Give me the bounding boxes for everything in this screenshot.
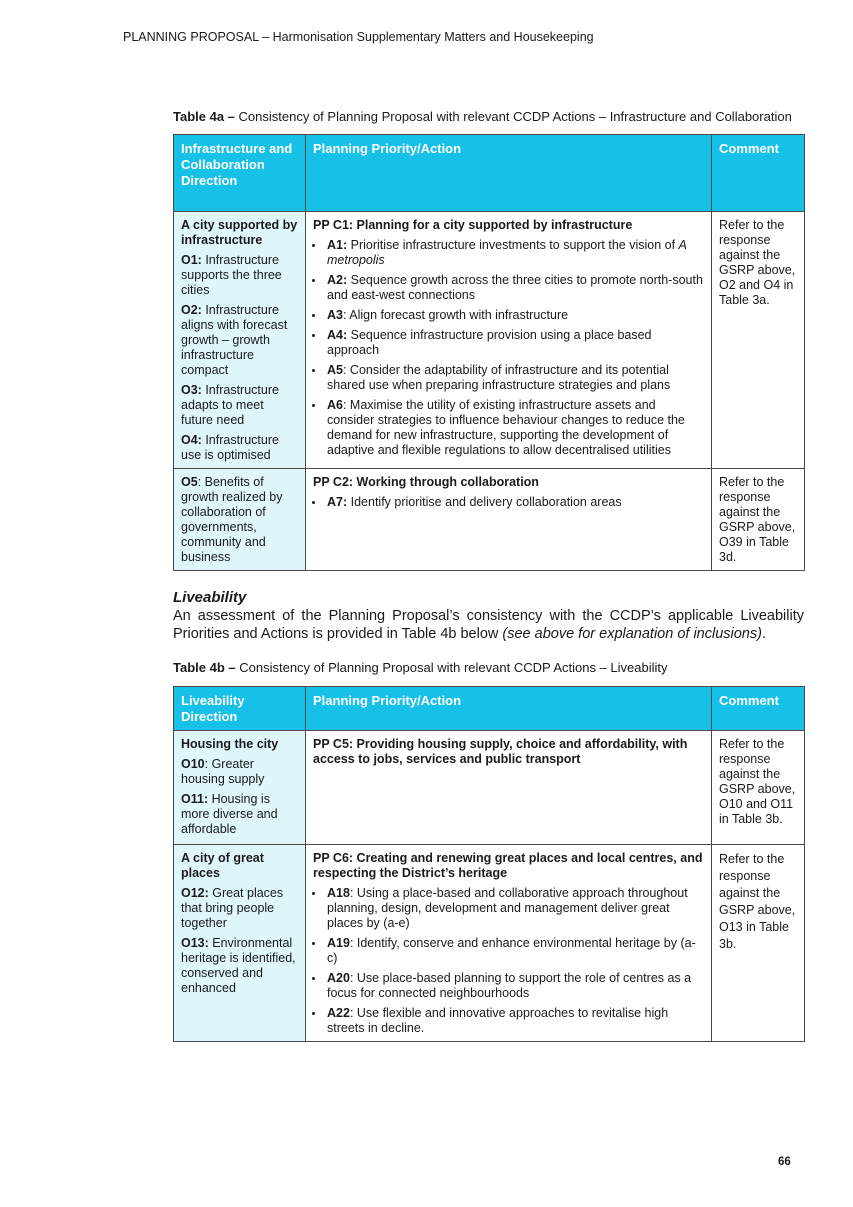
direction-cell: A city of great places O12: Great places that bring people together O13: Environmental heritage is identified, conserved and enhanced (174, 845, 306, 1042)
col-header-priority: Planning Priority/Action (306, 687, 712, 731)
action-cell (306, 845, 712, 1042)
comment-cell: Refer to the response against the GSRP above, O10 and O11 in Table 3b. (712, 731, 805, 845)
action-cell (306, 212, 712, 469)
planning-priority: PP C2: Working through collaboration (313, 475, 539, 489)
list-item: • A3: Align forecast growth with infrastructure (325, 308, 704, 323)
table-4b-caption (173, 659, 804, 676)
list-item: • A22: Use flexible and innovative approaches to revitalise high streets in decline. (325, 1006, 704, 1036)
table-4b (173, 686, 805, 1042)
list-item: • A19: Identify, conserve and enhance environmental heritage by (a-c) (325, 936, 704, 966)
list-item: • A4: Sequence infrastructure provision using a place based approach (325, 328, 704, 358)
comment-cell: Refer to the response against the GSRP above, O13 in Table 3b. (712, 845, 805, 1042)
action-cell (306, 731, 712, 845)
running-header: PLANNING PROPOSAL – Harmonisation Supplementary Matters and Housekeeping (123, 30, 594, 44)
caption-text: Consistency of Planning Proposal with relevant CCDP Actions – Infrastructure and Collaboration (234, 109, 792, 124)
action-cell (306, 469, 712, 571)
caption-label: Table 4b – (173, 660, 236, 675)
list-item: • A18: Using a place-based and collaborative approach throughout planning, design, development and management deliver great places by (a-e) (325, 886, 704, 931)
table-row (174, 469, 805, 571)
list-item: • A1: Prioritise infrastructure investments to support the vision of A metropolis (325, 238, 704, 268)
caption-label: Table 4a – (173, 109, 235, 124)
direction-cell: A city supported by infrastructure O1: Infrastructure supports the three cities O2: Infrastructure aligns with forecast growth – growth infrastructure compact O3: Infrastructure adapts to meet future need O4: Infrastructure use is optimised (174, 212, 306, 469)
direction-cell: Housing the city O10: Greater housing supply O11: Housing is more diverse and affordable (174, 731, 306, 845)
comment-cell: Refer to the response against the GSRP above, O39 in Table 3d. (712, 469, 805, 571)
col-header-comment: Comment (712, 687, 805, 731)
section-title-liveability: Liveability (173, 589, 247, 606)
page-number: 66 (778, 1156, 791, 1168)
comment-cell: Refer to the response against the GSRP above, O2 and O4 in Table 3a. (712, 212, 805, 469)
list-item: • A20: Use place-based planning to support the role of centres as a focus for connected neighbourhoods (325, 971, 704, 1001)
table-4a (173, 134, 805, 571)
list-item: • A7: Identify prioritise and delivery collaboration areas (325, 495, 704, 510)
planning-priority: PP C5: Providing housing supply, choice and affordability, with access to jobs, services and public transport (313, 737, 688, 766)
table-4a-caption (173, 108, 804, 125)
table-row (174, 845, 805, 1042)
table-row (174, 212, 805, 469)
action-list (313, 886, 704, 1036)
list-item: • A5: Consider the adaptability of infrastructure and its potential shared use when preparing infrastructure strategies and plans (325, 363, 704, 393)
page-content (173, 108, 804, 1042)
caption-text: Consistency of Planning Proposal with relevant CCDP Actions – Liveability (235, 660, 668, 675)
action-list (313, 238, 704, 458)
col-header-direction: Infrastructure and Collaboration Direction (174, 135, 306, 212)
planning-priority: PP C1: Planning for a city supported by infrastructure (313, 218, 633, 232)
table-row (174, 731, 805, 845)
direction-cell: O5: Benefits of growth realized by collaboration of governments, community and business (174, 469, 306, 571)
section-body: An assessment of the Planning Proposal’s consistency with the CCDP’s applicable Liveability Priorities and Actions is provided in Table 4b below (see above for explanation of inclusions). (173, 608, 804, 642)
col-header-comment: Comment (712, 135, 805, 212)
action-list (313, 495, 704, 510)
col-header-direction: Liveability Direction (174, 687, 306, 731)
list-item: • A2: Sequence growth across the three cities to promote north-south and east-west connections (325, 273, 704, 303)
planning-priority: PP C6: Creating and renewing great places and local centres, and respecting the District’s heritage (313, 851, 703, 880)
col-header-priority: Planning Priority/Action (306, 135, 712, 212)
list-item: • A6: Maximise the utility of existing infrastructure assets and consider strategies to influence behaviour changes to reduce the demand for new infrastructure, supporting the development of adaptive and flexible regulations to allow decentralised utilities (325, 398, 704, 458)
